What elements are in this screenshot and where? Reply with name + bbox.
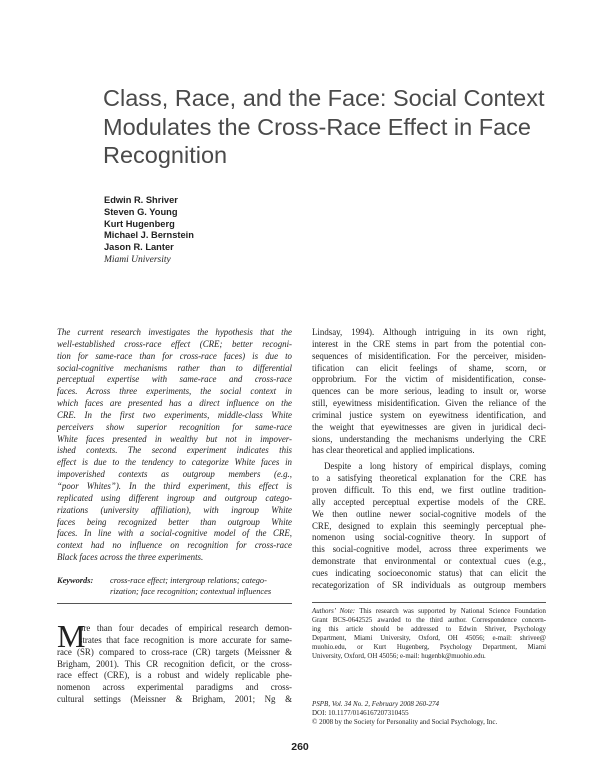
body-line: ore than four decades of empirical research demon- bbox=[79, 623, 292, 633]
note-label: Authors’ Note: bbox=[312, 608, 355, 615]
abstract-line: perceptual expertise with same-race and cross-race bbox=[57, 374, 292, 385]
body-line: Brigham, 2001). This CR recognition deficit, or the cross- bbox=[57, 658, 292, 669]
abstract-line: perceivers show superior recognition for same-race bbox=[57, 421, 292, 432]
title-line: Recognition bbox=[103, 142, 228, 168]
note-line: ing this article should be addressed to Edwin Shriver, Psychology bbox=[312, 626, 546, 634]
body-line: Despite a long history of empirical displays, coming bbox=[324, 461, 546, 472]
copyright: © 2008 by the Society for Personality and Social Psychology, Inc. bbox=[312, 718, 498, 727]
keywords-line: rization; face recognition; contextual influences bbox=[110, 587, 272, 597]
body-line: race effect (CRE), is a robust and widely replicable phe- bbox=[57, 670, 292, 681]
body-line: ally accepted perceptual expertise models of the CRE. bbox=[312, 496, 546, 507]
page-number: 260 bbox=[291, 741, 309, 753]
intro-column-left bbox=[57, 618, 292, 706]
keywords-divider bbox=[57, 603, 292, 604]
abstract-line: White faces presented in wealthy but not in impover- bbox=[57, 433, 292, 444]
keywords-label: Keywords: bbox=[57, 576, 94, 585]
body-line: Lindsay, 1994). Although intriguing in its own right, bbox=[312, 327, 546, 337]
body-line: nomenon across experimental paradigms and cross- bbox=[57, 682, 292, 693]
abstract-line: which faces are presented has a direct influence on the bbox=[57, 398, 292, 409]
body-line: sequences of misidentification. For the perceiver, misiden- bbox=[312, 350, 546, 361]
abstract-line: The current research investigates the hypothesis that the bbox=[57, 327, 292, 337]
body-line: interest in the CRE stems in part from the potential con- bbox=[312, 338, 546, 349]
author-name: Jason R. Lanter bbox=[104, 242, 174, 253]
body-line: CRE, designed to explain this seemingly perceptual phe- bbox=[312, 520, 546, 531]
body-line: the weight that eyewitnesses are given in juridical deci- bbox=[312, 421, 546, 432]
author-name: Steven G. Young bbox=[104, 206, 178, 217]
abstract-line: impoverished contexts as outgroup members (e.g., bbox=[57, 469, 292, 480]
note-line bbox=[312, 607, 546, 616]
body-line: still, eyewitness misidentification. Given the reliance of the bbox=[312, 398, 546, 409]
abstract-line: Black faces across the three experiments. bbox=[57, 552, 204, 563]
body-line: this social-cognitive model, across three experiments we bbox=[312, 544, 546, 555]
abstract-line: well-established cross-race effect (CRE; better recogni- bbox=[57, 338, 292, 349]
abstract-line: rizations (university affiliation), with ingroup White bbox=[57, 504, 292, 515]
author-name: Kurt Hugenberg bbox=[104, 218, 175, 229]
note-line: muohio.edu, or Kurt Hugenberg, Psychology Department, Miami bbox=[312, 644, 546, 652]
abstract-line: faces. Across three experiments, the social context in bbox=[57, 386, 292, 397]
body-line: recategorization of SR individuals as outgroup members bbox=[312, 579, 546, 590]
title-line: Modulates the Cross-Race Effect in Face bbox=[103, 113, 531, 140]
body-line: sions, understanding the mechanisms underlying the CRE bbox=[312, 433, 546, 444]
journal-citation: PSPB, Vol. 34 No. 2, February 2008 260-274 bbox=[312, 700, 439, 708]
authors-note bbox=[312, 607, 546, 662]
abstract-line: “poor Whites”). In the third experiment, this effect is bbox=[57, 480, 292, 491]
doi: DOI: 10.1177/0146167207310455 bbox=[312, 709, 409, 718]
abstract-line: replicated using different ingroup and outgroup catego- bbox=[57, 492, 292, 503]
publication-info bbox=[312, 700, 546, 728]
abstract-line: faces. In line with a social-cognitive model of the CRE, bbox=[57, 528, 292, 539]
article-title bbox=[103, 84, 543, 170]
author-name: Michael J. Bernstein bbox=[104, 230, 194, 241]
author-name: Edwin R. Shriver bbox=[104, 195, 178, 205]
abstract-line: faces being recognized better than outgroup White bbox=[57, 516, 292, 527]
intro-column-right bbox=[312, 327, 546, 592]
note-line: Department, Miami University, Oxford, OH 45056; e-mail: shrivee@ bbox=[312, 635, 546, 643]
body-line: tification can elicit feelings of shame, scorn, or bbox=[312, 362, 546, 373]
body-line: opprobrium. For the victim of misidentification, conse- bbox=[312, 374, 546, 385]
body-line: has clear theoretical and applied implications. bbox=[312, 445, 475, 456]
body-line: quences can be more serious, leading to insult or, worse bbox=[312, 386, 546, 397]
abstract bbox=[57, 327, 292, 564]
body-line: criminal justice system on eyewitness identification, and bbox=[312, 409, 546, 420]
affiliation: Miami University bbox=[104, 254, 171, 265]
note-line: Grant BCS-0642525 awarded to the third author. Correspondence concern- bbox=[312, 617, 546, 625]
note-line: University, Oxford, OH 45056; e-mail: hugenbk@muohio.edu. bbox=[312, 653, 486, 661]
abstract-line: context had no influence on recognition for cross-race bbox=[57, 540, 292, 551]
keywords-line: cross-race effect; intergroup relations; catego- bbox=[110, 576, 267, 585]
abstract-line: tion for same-race than for cross-race faces) is due to bbox=[57, 350, 292, 361]
body-line: nomenon using social-cognitive theory. In support of bbox=[312, 532, 546, 543]
abstract-line: effect is due to the tendency to categorize White faces in bbox=[57, 457, 292, 468]
footnote-divider bbox=[312, 602, 546, 603]
body-line: race (SR) compared to cross-race (CR) targets (Meissner & bbox=[57, 646, 292, 657]
abstract-line: CRE. In the first two experiments, middle-class White bbox=[57, 409, 292, 420]
title-line: Class, Race, and the Face: Social Context bbox=[103, 85, 545, 111]
note-text: This research was supported by National Science Foundation bbox=[359, 608, 546, 615]
keywords-text bbox=[110, 575, 271, 598]
body-line: demonstrate that environmental or contextual cues (e.g., bbox=[312, 556, 546, 567]
abstract-line: social-cognitive mechanisms rather than to differential bbox=[57, 362, 292, 373]
body-line: to a satisfying theoretical explanation for the CRE has bbox=[312, 473, 546, 484]
drop-cap: M bbox=[57, 618, 86, 654]
body-line: strates that face recognition is more accurate for same- bbox=[79, 634, 292, 645]
abstract-line: ished contexts. The second experiment indicates this bbox=[57, 445, 292, 456]
body-line: We then outline newer social-cognitive models of the bbox=[312, 508, 546, 519]
author-list bbox=[104, 195, 194, 266]
body-line: cultural settings (Meissner & Brigham, 2001; Ng & bbox=[57, 694, 292, 705]
body-line: proven difficult. To this end, we first outline tradition- bbox=[312, 484, 546, 495]
body-line: cues indicating socioeconomic status) that can elicit the bbox=[312, 567, 546, 578]
